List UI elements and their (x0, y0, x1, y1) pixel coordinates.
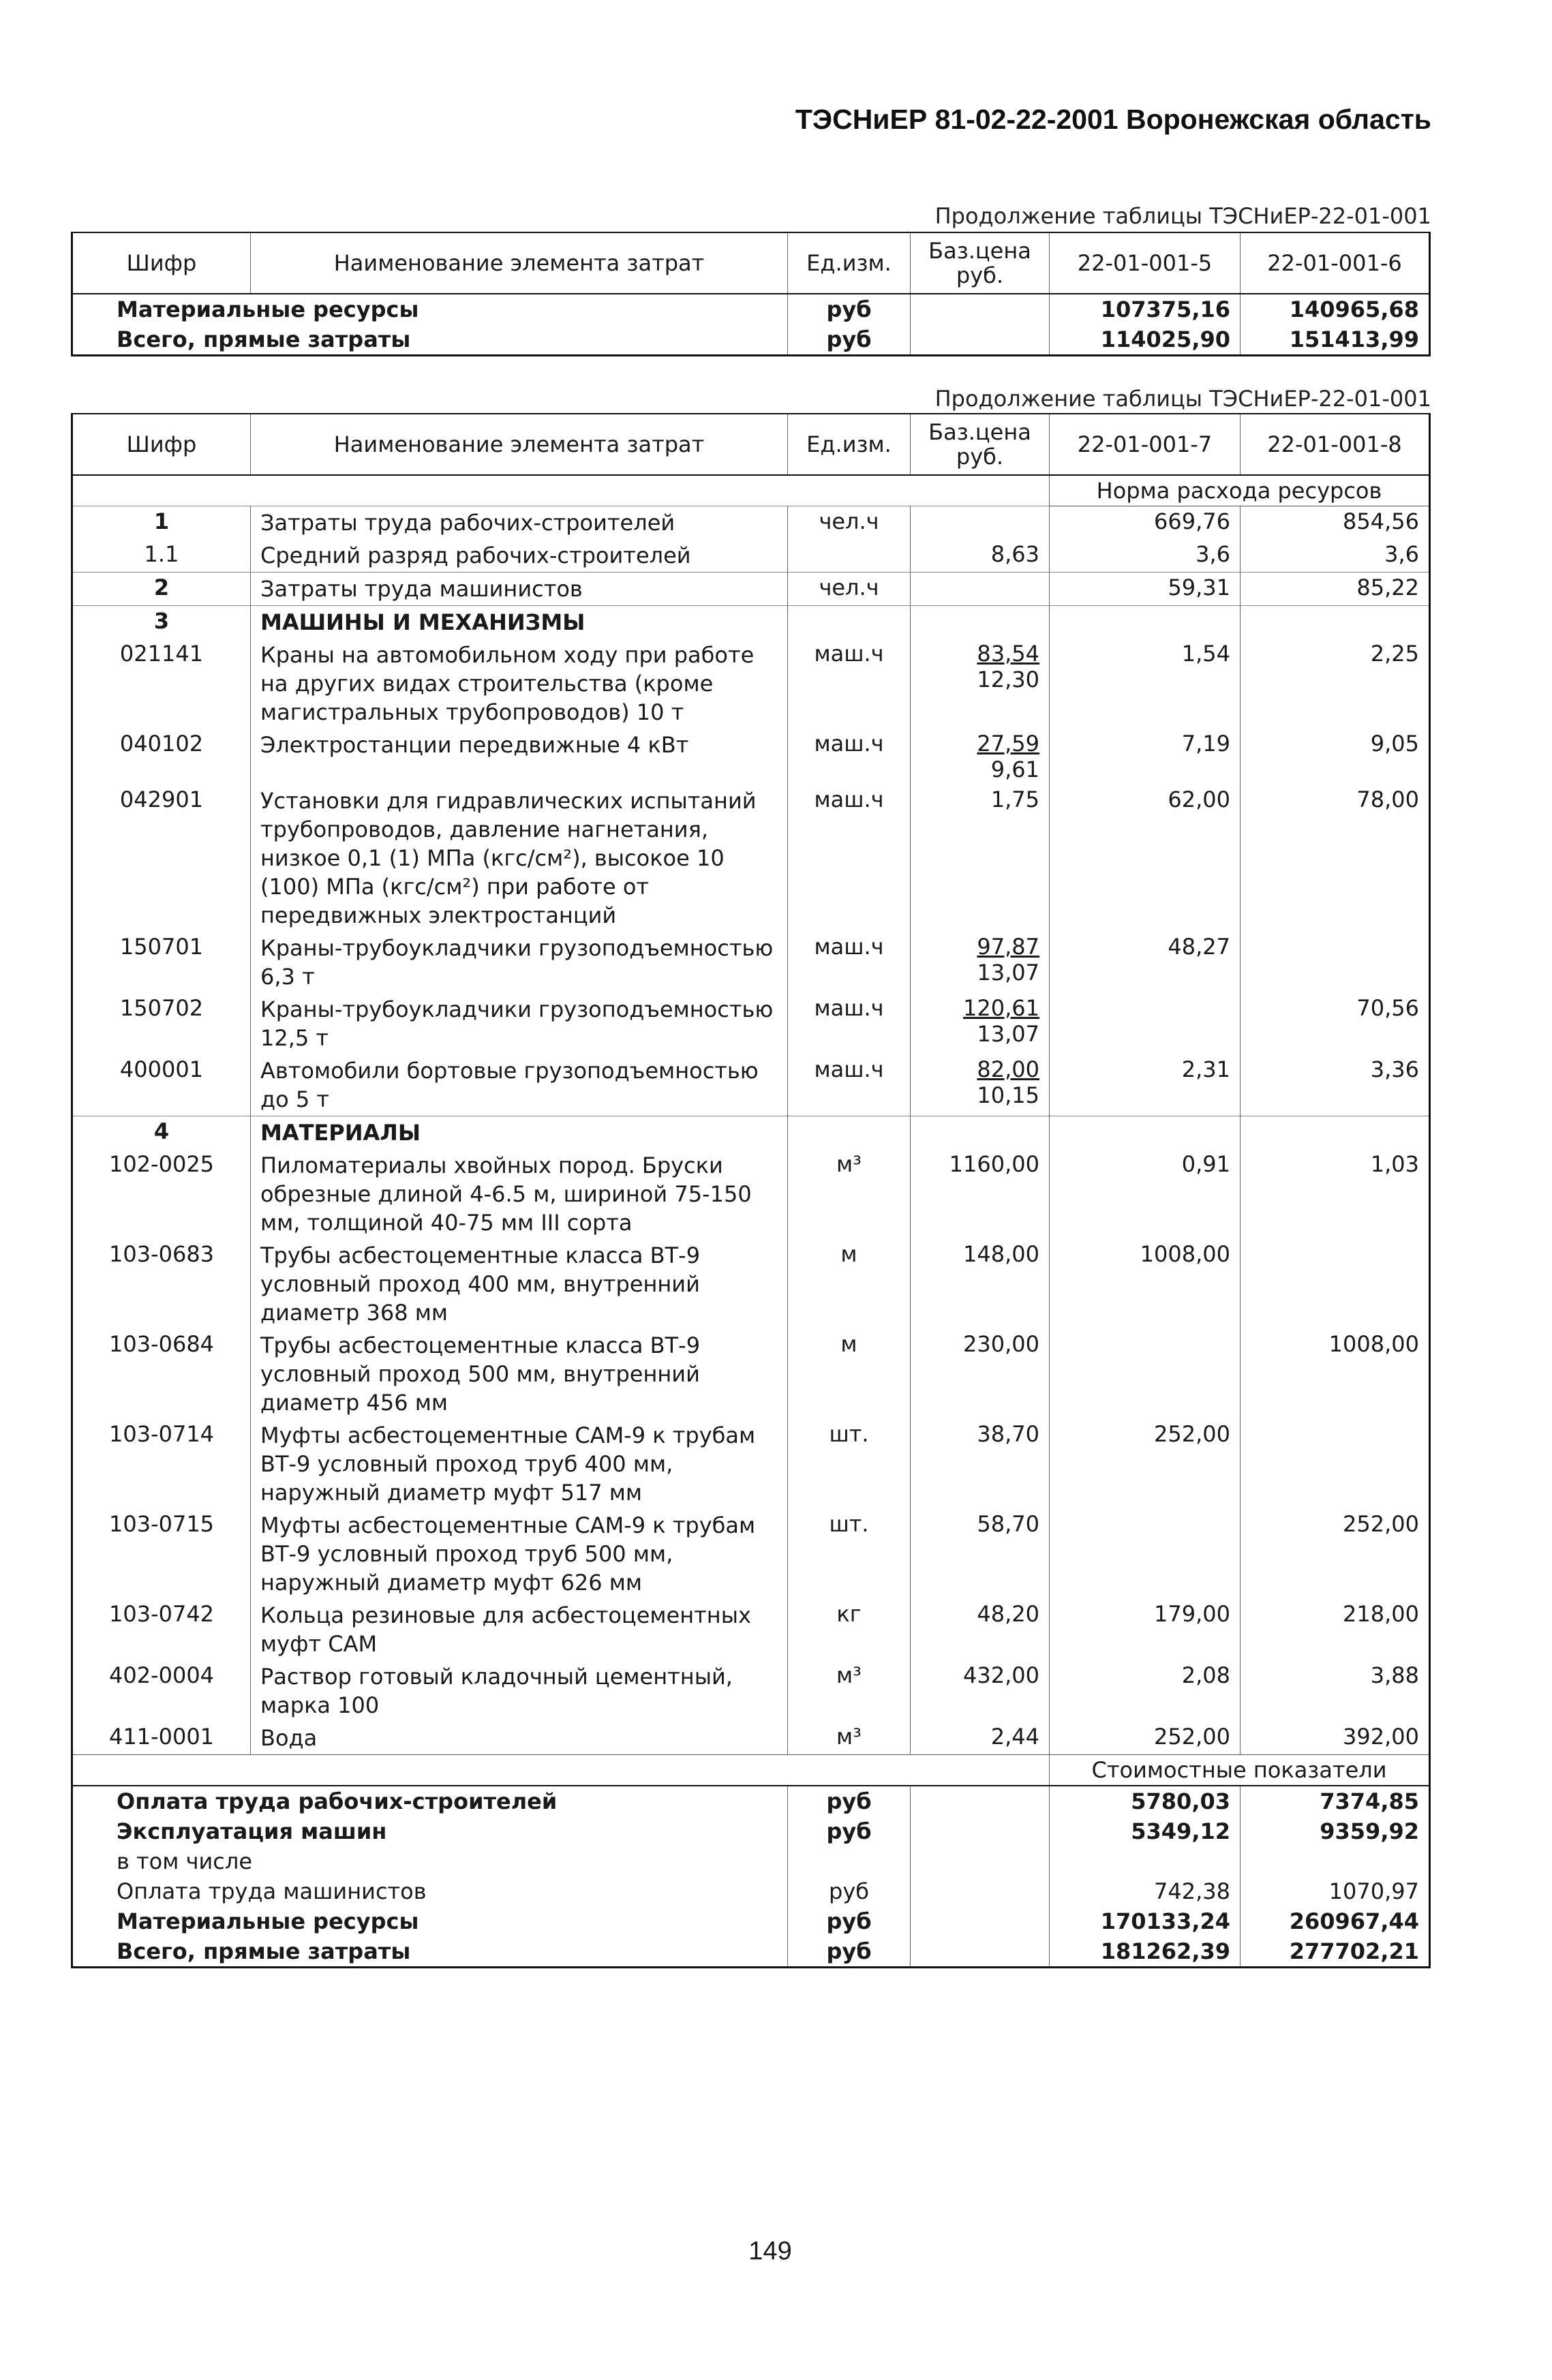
table-row (72, 324, 1430, 356)
row-price: 230,00 (911, 1329, 1050, 1419)
table-row (72, 1149, 1430, 1239)
table-row (72, 1054, 1430, 1116)
row-value-2: 85,22 (1241, 573, 1430, 606)
col-header-name: Наименование элемента затрат (251, 414, 788, 475)
total-name: Эксплуатация машин (72, 1816, 788, 1846)
col-header-norm-1: 22-01-001-7 (1050, 414, 1241, 475)
row-value-2: 1,03 (1241, 1149, 1430, 1239)
row-value-2: 3,36 (1241, 1054, 1430, 1116)
row-price: 48,20 (911, 1599, 1050, 1660)
row-name: Трубы асбестоцементные класса ВТ-9 условный проход 500 мм, внутренний диаметр 456 мм (251, 1329, 788, 1419)
row-price (911, 324, 1050, 356)
row-unit (788, 539, 911, 573)
col-header-norm-2: 22-01-001-6 (1241, 232, 1430, 294)
row-code: 400001 (72, 1054, 251, 1116)
total-name: Материальные ресурсы (72, 1906, 788, 1936)
norm-heading: Норма расхода ресурсов (1050, 475, 1430, 506)
section-title: МАТЕРИАЛЫ (251, 1116, 788, 1150)
col-header-unit: Ед.изм. (788, 232, 911, 294)
page-header: ТЭСНиЕР 81-02-22-2001 Воронежская область (795, 104, 1431, 135)
row-price: 120,61 13,07 (911, 993, 1050, 1054)
row-name: Муфты асбестоцементные САМ-9 к трубам ВТ-9 условный проход труб 500 мм, наружный диаметр муфт 626 мм (251, 1509, 788, 1599)
row-name: Материальные ресурсы (72, 294, 788, 324)
row-code: 103-0714 (72, 1419, 251, 1509)
row-unit: маш.ч (788, 729, 911, 784)
table-row (72, 1660, 1430, 1722)
row-unit: чел.ч (788, 573, 911, 606)
row-value-1: 7,19 (1050, 729, 1241, 784)
table2-header-row (72, 414, 1430, 475)
row-name: Затраты труда рабочих-строителей (251, 506, 788, 540)
row-unit: руб (788, 324, 911, 356)
table-row (72, 784, 1430, 932)
total-value-1 (1050, 1846, 1241, 1876)
row-name: Электростанции передвижные 4 кВт (251, 729, 788, 784)
row-value-1: 3,6 (1050, 539, 1241, 573)
table-row (72, 993, 1430, 1054)
row-value-1: 114025,90 (1050, 324, 1241, 356)
norm-heading-row (72, 475, 1430, 506)
total-value-2: 1070,97 (1241, 1876, 1430, 1906)
row-unit: м³ (788, 1722, 911, 1755)
cost-heading-row (72, 1755, 1430, 1786)
row-price: 27,59 9,61 (911, 729, 1050, 784)
row-code: 103-0715 (72, 1509, 251, 1599)
row-unit: руб (788, 294, 911, 324)
row-unit: м³ (788, 1149, 911, 1239)
row-value-1: 107375,16 (1050, 294, 1241, 324)
row-name: Всего, прямые затраты (72, 324, 788, 356)
row-name: Краны на автомобильном ходу при работе на других видах строительства (кроме магистральных трубопроводов) 10 т (251, 639, 788, 729)
row-name: Средний разряд рабочих-строителей (251, 539, 788, 573)
row-unit: м³ (788, 1660, 911, 1722)
row-name: Пиломатериалы хвойных пород. Бруски обрезные длиной 4-6.5 м, шириной 75-150 мм, толщиной 40-75 мм III сорта (251, 1149, 788, 1239)
table-row (72, 1419, 1430, 1509)
table1-caption: Продолжение таблицы ТЭСНиЕР-22-01-001 (934, 203, 1431, 229)
total-name: в том числе (72, 1846, 788, 1876)
total-unit: руб (788, 1786, 911, 1816)
row-code: 040102 (72, 729, 251, 784)
row-unit: маш.ч (788, 932, 911, 993)
row-value-1 (1050, 1329, 1241, 1419)
row-value-1: 59,31 (1050, 573, 1241, 606)
row-name: Затраты труда машинистов (251, 573, 788, 606)
section-row-materials (72, 1116, 1430, 1150)
total-row (72, 1876, 1430, 1906)
total-value-1: 181262,39 (1050, 1936, 1241, 1968)
table2-caption: Продолжение таблицы ТЭСНиЕР-22-01-001 (934, 386, 1431, 412)
row-name: Муфты асбестоцементные САМ-9 к трубам ВТ-9 условный проход труб 400 мм, наружный диаметр муфт 517 мм (251, 1419, 788, 1509)
row-price: 1,75 (911, 784, 1050, 932)
table-row (72, 294, 1430, 324)
row-value-2: 70,56 (1241, 993, 1430, 1054)
cost-heading: Стоимостные показатели (1050, 1755, 1430, 1786)
row-code: 103-0742 (72, 1599, 251, 1660)
row-price: 83,54 12,30 (911, 639, 1050, 729)
row-value-2 (1241, 1239, 1430, 1329)
table-row (72, 1722, 1430, 1755)
row-unit: чел.ч (788, 506, 911, 540)
total-unit: руб (788, 1936, 911, 1968)
row-value-1: 2,31 (1050, 1054, 1241, 1116)
row-unit: маш.ч (788, 993, 911, 1054)
row-value-2: 9,05 (1241, 729, 1430, 784)
row-value-2: 854,56 (1241, 506, 1430, 540)
col-header-code: Шифр (72, 414, 251, 475)
total-value-1: 5349,12 (1050, 1816, 1241, 1846)
row-name: Установки для гидравлических испытаний трубопроводов, давление нагнетания, низкое 0,1 (1) МПа (кгс/см²), высокое 10 (100) МПа (кгс/см²) при работе от передвижных электростанций (251, 784, 788, 932)
row-value-2: 1008,00 (1241, 1329, 1430, 1419)
row-unit: маш.ч (788, 784, 911, 932)
col-header-norm-2: 22-01-001-8 (1241, 414, 1430, 475)
total-row (72, 1936, 1430, 1968)
row-name: Краны-трубоукладчики грузоподъемностью 6,3 т (251, 932, 788, 993)
table-row (72, 729, 1430, 784)
row-name: Вода (251, 1722, 788, 1755)
row-value-2: 151413,99 (1241, 324, 1430, 356)
col-header-price: Баз.цена руб. (911, 232, 1050, 294)
total-row (72, 1786, 1430, 1816)
total-unit: руб (788, 1906, 911, 1936)
row-value-1 (1050, 1509, 1241, 1599)
total-name: Оплата труда рабочих-строителей (72, 1786, 788, 1816)
row-value-1: 179,00 (1050, 1599, 1241, 1660)
row-price: 82,00 10,15 (911, 1054, 1050, 1116)
row-unit: м (788, 1329, 911, 1419)
total-value-1: 5780,03 (1050, 1786, 1241, 1816)
total-row (72, 1816, 1430, 1846)
col-header-norm-1: 22-01-001-5 (1050, 232, 1241, 294)
row-name: Краны-трубоукладчики грузоподъемностью 12,5 т (251, 993, 788, 1054)
row-value-1: 0,91 (1050, 1149, 1241, 1239)
total-value-2: 7374,85 (1241, 1786, 1430, 1816)
row-value-1: 48,27 (1050, 932, 1241, 993)
row-name: Трубы асбестоцементные класса ВТ-9 условный проход 400 мм, внутренний диаметр 368 мм (251, 1239, 788, 1329)
row-unit: шт. (788, 1419, 911, 1509)
row-value-2: 2,25 (1241, 639, 1430, 729)
row-code: 150701 (72, 932, 251, 993)
row-code: 1.1 (72, 539, 251, 573)
table-row (72, 639, 1430, 729)
table-row (72, 1509, 1430, 1599)
total-value-2 (1241, 1846, 1430, 1876)
row-price (911, 294, 1050, 324)
row-unit: маш.ч (788, 639, 911, 729)
row-code: 1 (72, 506, 251, 540)
row-value-1: 1008,00 (1050, 1239, 1241, 1329)
row-value-2 (1241, 932, 1430, 993)
row-value-1 (1050, 993, 1241, 1054)
row-code: 103-0683 (72, 1239, 251, 1329)
row-price: 38,70 (911, 1419, 1050, 1509)
table1-header-row (72, 232, 1430, 294)
section-code: 3 (72, 606, 251, 639)
col-header-name: Наименование элемента затрат (251, 232, 788, 294)
row-price (911, 573, 1050, 606)
row-code: 042901 (72, 784, 251, 932)
row-value-1: 252,00 (1050, 1419, 1241, 1509)
table-row (72, 1599, 1430, 1660)
row-value-1: 252,00 (1050, 1722, 1241, 1755)
row-code: 102-0025 (72, 1149, 251, 1239)
row-code: 402-0004 (72, 1660, 251, 1722)
row-name: Автомобили бортовые грузоподъемностью до 5 т (251, 1054, 788, 1116)
row-value-1: 62,00 (1050, 784, 1241, 932)
table-row (72, 573, 1430, 606)
row-price: 1160,00 (911, 1149, 1050, 1239)
row-unit: шт. (788, 1509, 911, 1599)
total-unit (788, 1846, 911, 1876)
table-row (72, 1239, 1430, 1329)
total-name: Всего, прямые затраты (72, 1936, 788, 1968)
table2 (71, 413, 1431, 1968)
row-price (911, 506, 1050, 540)
row-value-2: 140965,68 (1241, 294, 1430, 324)
total-row (72, 1906, 1430, 1936)
table-row (72, 506, 1430, 540)
row-value-2: 392,00 (1241, 1722, 1430, 1755)
table-row (72, 539, 1430, 573)
row-code: 150702 (72, 993, 251, 1054)
row-price: 8,63 (911, 539, 1050, 573)
row-value-1: 1,54 (1050, 639, 1241, 729)
row-value-1: 669,76 (1050, 506, 1241, 540)
col-header-unit: Ед.изм. (788, 414, 911, 475)
row-price: 432,00 (911, 1660, 1050, 1722)
total-name: Оплата труда машинистов (72, 1876, 788, 1906)
row-code: 103-0684 (72, 1329, 251, 1419)
row-value-2: 218,00 (1241, 1599, 1430, 1660)
row-value-2: 3,6 (1241, 539, 1430, 573)
row-price: 58,70 (911, 1509, 1050, 1599)
table-row (72, 932, 1430, 993)
row-code: 2 (72, 573, 251, 606)
col-header-code: Шифр (72, 232, 251, 294)
row-price: 97,87 13,07 (911, 932, 1050, 993)
total-value-1: 742,38 (1050, 1876, 1241, 1906)
total-value-2: 277702,21 (1241, 1936, 1430, 1968)
row-value-2: 78,00 (1241, 784, 1430, 932)
row-price: 2,44 (911, 1722, 1050, 1755)
total-unit: руб (788, 1816, 911, 1846)
row-value-2 (1241, 1419, 1430, 1509)
section-title: МАШИНЫ И МЕХАНИЗМЫ (251, 606, 788, 639)
row-unit: маш.ч (788, 1054, 911, 1116)
row-code: 411-0001 (72, 1722, 251, 1755)
table-row (72, 1329, 1430, 1419)
total-value-2: 260967,44 (1241, 1906, 1430, 1936)
row-unit: кг (788, 1599, 911, 1660)
row-value-2: 252,00 (1241, 1509, 1430, 1599)
col-header-price: Баз.цена руб. (911, 414, 1050, 475)
page-number: 149 (748, 2237, 792, 2265)
row-value-1: 2,08 (1050, 1660, 1241, 1722)
table1 (71, 232, 1431, 356)
total-unit: руб (788, 1876, 911, 1906)
section-code: 4 (72, 1116, 251, 1150)
section-row-machines (72, 606, 1430, 639)
row-code: 021141 (72, 639, 251, 729)
row-value-2: 3,88 (1241, 1660, 1430, 1722)
row-name: Кольца резиновые для асбестоцементных муфт САМ (251, 1599, 788, 1660)
total-row (72, 1846, 1430, 1876)
total-value-1: 170133,24 (1050, 1906, 1241, 1936)
row-price: 148,00 (911, 1239, 1050, 1329)
row-name: Раствор готовый кладочный цементный, марка 100 (251, 1660, 788, 1722)
total-value-2: 9359,92 (1241, 1816, 1430, 1846)
row-unit: м (788, 1239, 911, 1329)
